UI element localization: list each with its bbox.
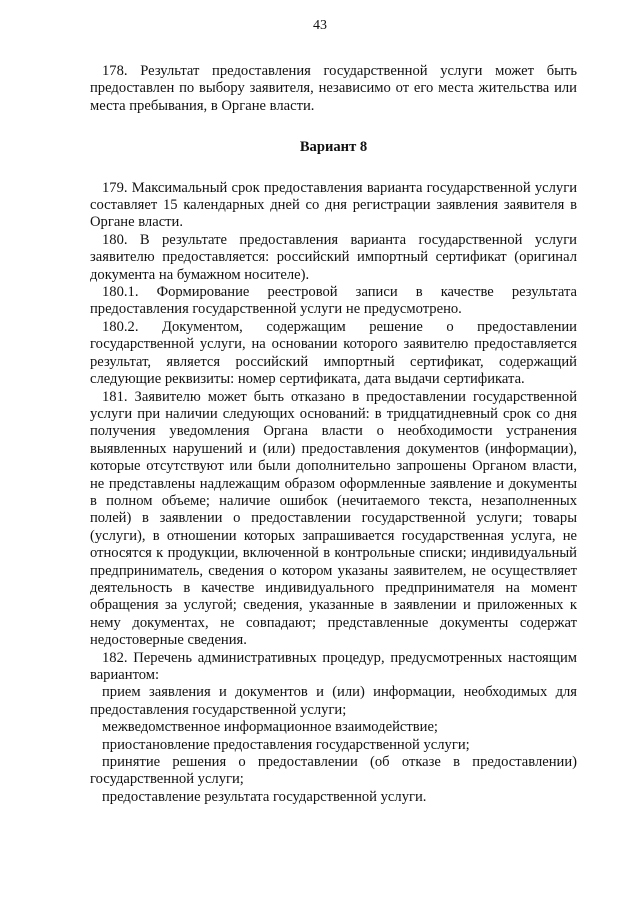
- list-item: принятие решения о предоставлении (об отказе в предоставлении) государственной услуги;: [90, 754, 577, 788]
- document-body: [90, 63, 577, 806]
- paragraph-180-1: 180.1. Формирование реестровой записи в качестве результата предоставления государственной услуги не предусмотрено.: [90, 284, 577, 318]
- page-number: 43: [313, 18, 327, 33]
- list-item: межведомственное информационное взаимодействие;: [102, 719, 438, 736]
- paragraph-179: 179. Максимальный срок предоставления варианта государственной услуги составляет 15 календарных дней со дня регистрации заявления заявителя в Органе власти.: [90, 179, 577, 231]
- paragraph-182: 182. Перечень административных процедур, предусмотренных настоящим вариантом:: [90, 649, 577, 683]
- list-item: приостановление предоставления государственной услуги;: [102, 736, 470, 753]
- paragraph-180-2: 180.2. Документом, содержащим решение о предоставлении государственной услуги, на основании которого заявителю предоставляется результат, является российский импортный сертификат, содержащий следующие реквизиты: номер сертификата, дата выдачи сертификата.: [90, 318, 577, 388]
- paragraph-181: 181. Заявителю может быть отказано в предоставлении государственной услуги при наличии следующих оснований: в тридцатидневный срок со дня получения уведомления Органа власти о необходимости устранения выявленных нарушений и (или) предоставления документов (информации), которые отсутствуют или были дополнительно запрошены Органом власти, не представлены надлежащим образом оформленные заявление и документы в полном объеме; наличие ошибок (нечитаемого текста, незаполненных полей) в заявлении о предоставлении государственной услуги; товары (услуги), в отношении которых запрашивается государственная услуга, не относятся к продукции, включенной в контрольные списки; индивидуальный предприниматель, сведения о котором указаны заявителем, не осуществляет деятельность в качестве индивидуального предпринимателя на момент обращения за услугой; сведения, указанные в заявлении и приложенных к нему документах, не совпадают; представленные документы содержат недостоверные сведения.: [90, 388, 577, 649]
- list-item: предоставление результата государственной услуги.: [102, 788, 427, 805]
- list-item: прием заявления и документов и (или) информации, необходимых для предоставления государственной услуги;: [90, 684, 577, 718]
- section-heading: Вариант 8: [299, 139, 368, 156]
- paragraph-180: 180. В результате предоставления варианта государственной услуги заявителю предоставляется: российский импортный сертификат (оригинал документа на бумажном носителе).: [90, 231, 577, 283]
- paragraph-178: 178. Результат предоставления государственной услуги может быть предоставлен по выбору заявителя, независимо от его места жительства или места пребывания, в Органе власти.: [90, 63, 577, 114]
